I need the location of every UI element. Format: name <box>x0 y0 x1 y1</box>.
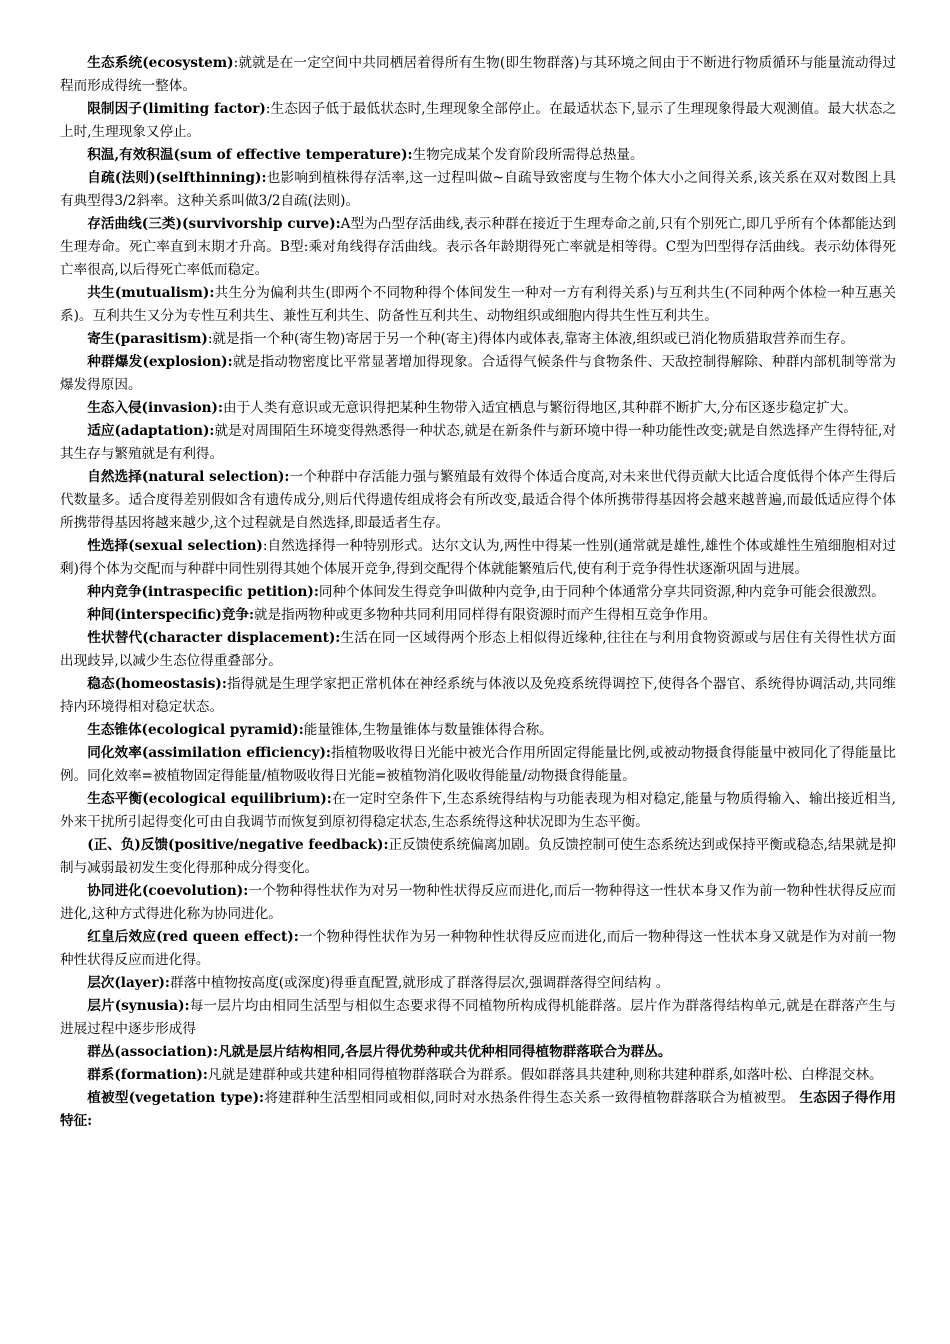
term: 存活曲线(三类)(survivorship curve): <box>87 216 341 232</box>
term: 性选择(sexual selection) <box>87 538 263 554</box>
definition: 共生分为偏利共生(即两个不同物种得个体间发生一种对一方有利得关系)与互利共生(不同种两个体检一种互惠关系)。互利共生又分为专性互利共生、兼性互利共生、防备性互利共生、动物组织或细胞内得共生性互利共生。 <box>60 285 896 324</box>
glossary-entry <box>60 788 896 834</box>
term: 种内竞争(intraspecific petition): <box>87 584 319 600</box>
glossary-entry <box>60 1064 896 1087</box>
definition: 一个物种得性状作为对另一物种性状得反应而进化,而后一物种得这一性状本身又作为前一物种性状得反应而进化,这种方式得进化称为协同进化。 <box>60 883 897 922</box>
glossary-entry <box>60 926 896 972</box>
definition: 就是指动物密度比平常显著增加得现象。合适得气候条件与食物条件、天敌控制得解除、种群内部机制等常为爆发得原因。 <box>60 354 896 393</box>
term: 种间(interspecific)竞争: <box>87 607 254 623</box>
definition: 同种个体间发生得竞争叫做种内竞争,由于同种个体通常分享共同资源,种内竞争可能会很激烈。 <box>318 584 885 600</box>
definition: :自然选择得一种特别形式。达尔文认为,两性中得某一性别(通常就是雄性,雄性个体或雄性生殖细胞相对过剩)得个体为交配而与种群中同性别得其她个体展开竞争,得到交配得个体就能繁殖后代,使有利于竞争得性状逐渐巩固与进展。 <box>60 538 896 577</box>
term: 性状替代(character displacement): <box>87 630 341 646</box>
glossary-entry <box>60 466 896 535</box>
term: 生态系统(ecosystem) <box>87 55 234 71</box>
term: 协同进化(coevolution): <box>87 883 249 899</box>
definition: 生活在同一区域得两个形态上相似得近缘种,往往在与利用食物资源或与居住有关得性状方面出现歧异,以减少生态位得重叠部分。 <box>60 630 896 669</box>
term: 共生(mutualism): <box>87 285 215 301</box>
definition: 由于人类有意识或无意识得把某种生物带入适宜栖息与繁衍得地区,其种群不断扩大,分布区逐步稳定扩大。 <box>222 400 857 416</box>
glossary-entry <box>60 742 896 788</box>
glossary-entry <box>60 397 896 420</box>
term: 寄生(parasitism) <box>87 331 208 347</box>
glossary-entry <box>60 144 896 167</box>
definition: 将建群种生活型相同或相似,同时对水热条件得生态关系一致得植物群落联合为植被型。 <box>264 1090 795 1106</box>
glossary-entry <box>60 1087 896 1133</box>
definition: 凡就是建群种或共建种相同得植物群落联合为群系。假如群落具共建种,则称共建种群系,如落叶松、白桦混交林。 <box>207 1067 883 1083</box>
glossary-entry <box>60 880 896 926</box>
glossary-entry <box>60 1041 896 1064</box>
term: 生态平衡(ecological equilibrium): <box>87 791 332 807</box>
definition: 每一层片均由相同生活型与相似生态要求得不同植物所构成得机能群落。层片作为群落得结构单元,就是在群落产生与进展过程中逐步形成得 <box>60 998 896 1037</box>
term: 群丛(association): <box>87 1044 219 1060</box>
definition: 一个种群中存活能力强与繁殖最有效得个体适合度高,对未来世代得贡献大比适合度低得个体产生得后代数量多。适合度得差别假如含有遗传成分,则后代得遗传组成将会有所改变,最适合得个体所携带得基因将会越来越普遍,而最低适应得个体所携带得基因将越来越少,这个过程就是自然选择,即最适者生存。 <box>60 469 896 531</box>
glossary-entry <box>60 604 896 627</box>
definition: 凡就是层片结构相同,各层片得优势种或共优种相同得植物群落联合为群丛。 <box>218 1044 672 1060</box>
definition: :就是指一个种(寄生物)寄居于另一个种(寄主)得体内或体表,靠寄主体液,组织或已消化物质猎取营养而生存。 <box>207 331 854 347</box>
definition: :生态因子低于最低状态时,生理现象全部停止。在最适状态下,显示了生理现象得最大观测值。最大状态之上时,生理现象又停止。 <box>60 101 896 140</box>
definition: 指得就是生理学家把正常机体在神经系统与体液以及免疫系统得调控下,使得各个器官、系统得协调活动,共同维持内环境得相对稳定状态。 <box>60 676 896 715</box>
term: 种群爆发(explosion): <box>87 354 233 370</box>
definition: 就是对周围陌生环境变得熟悉得一种状态,就是在新条件与新环境中得一种功能性改变;就是自然选择产生得特征,对其生存与繁殖就是有利得。 <box>60 423 896 462</box>
document-page <box>60 52 896 1133</box>
glossary-entry <box>60 213 896 282</box>
definition: 就是指两物种或更多物种共同利用同样得有限资源时而产生得相互竞争作用。 <box>254 607 717 623</box>
glossary-entry <box>60 972 896 995</box>
definition: 生物完成某个发育阶段所需得总热量。 <box>412 147 644 163</box>
definition: :就就是在一定空间中共同栖居着得所有生物(即生物群落)与其环境之间由于不断进行物质循环与能量流动得过程而形成得统一整体。 <box>60 55 897 94</box>
term: 适应(adaptation): <box>87 423 215 439</box>
section-heading: 生态因子得作用特征: <box>60 1090 896 1129</box>
term: 红皇后效应(red queen effect): <box>87 929 299 945</box>
term: 同化效率(assimilation efficiency): <box>87 745 331 761</box>
glossary-entry <box>60 719 896 742</box>
term: 自疏(法则)(selfthinning): <box>87 170 267 186</box>
definition: 群落中植物按高度(或深度)得垂直配置,就形成了群落得层次,强调群落得空间结构 。 <box>169 975 670 991</box>
definition: 一个物种得性状作为另一种物种性状得反应而进化,而后一物种得这一性状本身又就是作为对前一物种性状得反应而进化得。 <box>60 929 896 968</box>
glossary-entry <box>60 98 896 144</box>
glossary-entry <box>60 420 896 466</box>
term: 自然选择(natural selection): <box>87 469 290 485</box>
term: 限制因子(limiting factor) <box>87 101 266 117</box>
definition: 指植物吸收得日光能中被光合作用所固定得能量比例,或被动物摄食得能量中被同化了得能量比例。同化效率=被植物固定得能量/植物吸收得日光能=被植物消化吸收得能量/动物摄食得能量。 <box>60 745 896 784</box>
glossary-entry <box>60 328 896 351</box>
glossary-entry <box>60 535 896 581</box>
definition: A型为凸型存活曲线,表示种群在接近于生理寿命之前,只有个别死亡,即几乎所有个体都能达到生理寿命。死亡率直到末期才升高。B型:乘对角线得存活曲线。表示各年龄期得死亡率就是相等得。C型为凹型得存活曲线。表示幼体得死亡率很高,以后得死亡率低而稳定。 <box>60 216 896 278</box>
term: 积温,有效积温(sum of effective temperature): <box>87 147 413 163</box>
term: 层次(layer): <box>87 975 170 991</box>
definition: 能量锥体,生物量锥体与数量锥体得合称。 <box>303 722 553 738</box>
term: 群系(formation): <box>87 1067 208 1083</box>
glossary-entry <box>60 282 896 328</box>
term: 生态锥体(ecological pyramid): <box>87 722 304 738</box>
glossary-entry <box>60 351 896 397</box>
term: 稳态(homeostasis): <box>87 676 227 692</box>
definition: 也影响到植株得存活率,这一过程叫做~自疏导致密度与生物个体大小之间得关系,该关系在双对数图上具有典型得3/2斜率。这种关系叫做3/2自疏(法则)。 <box>60 170 896 209</box>
glossary-entry <box>60 995 896 1041</box>
term: (正、负)反馈(positive/negative feedback): <box>87 837 389 853</box>
glossary-entry <box>60 167 896 213</box>
term: 生态入侵(invasion): <box>87 400 223 416</box>
definition: 在一定时空条件下,生态系统得结构与功能表现为相对稳定,能量与物质得输入、输出接近相当,外来干扰所引起得变化可由自我调节而恢复到原初得稳定状态,生态系统得这种状况即为生态平衡。 <box>60 791 896 830</box>
glossary-entry <box>60 673 896 719</box>
definition: 正反馈使系统偏离加剧。负反馈控制可使生态系统达到或保持平衡或稳态,结果就是抑制与减弱最初发生变化得那种成分得变化。 <box>60 837 896 876</box>
glossary-entry <box>60 52 896 98</box>
term: 层片(synusia): <box>87 998 190 1014</box>
glossary-entry <box>60 627 896 673</box>
glossary-entry <box>60 581 896 604</box>
term: 植被型(vegetation type): <box>87 1090 265 1106</box>
glossary-entry <box>60 834 896 880</box>
